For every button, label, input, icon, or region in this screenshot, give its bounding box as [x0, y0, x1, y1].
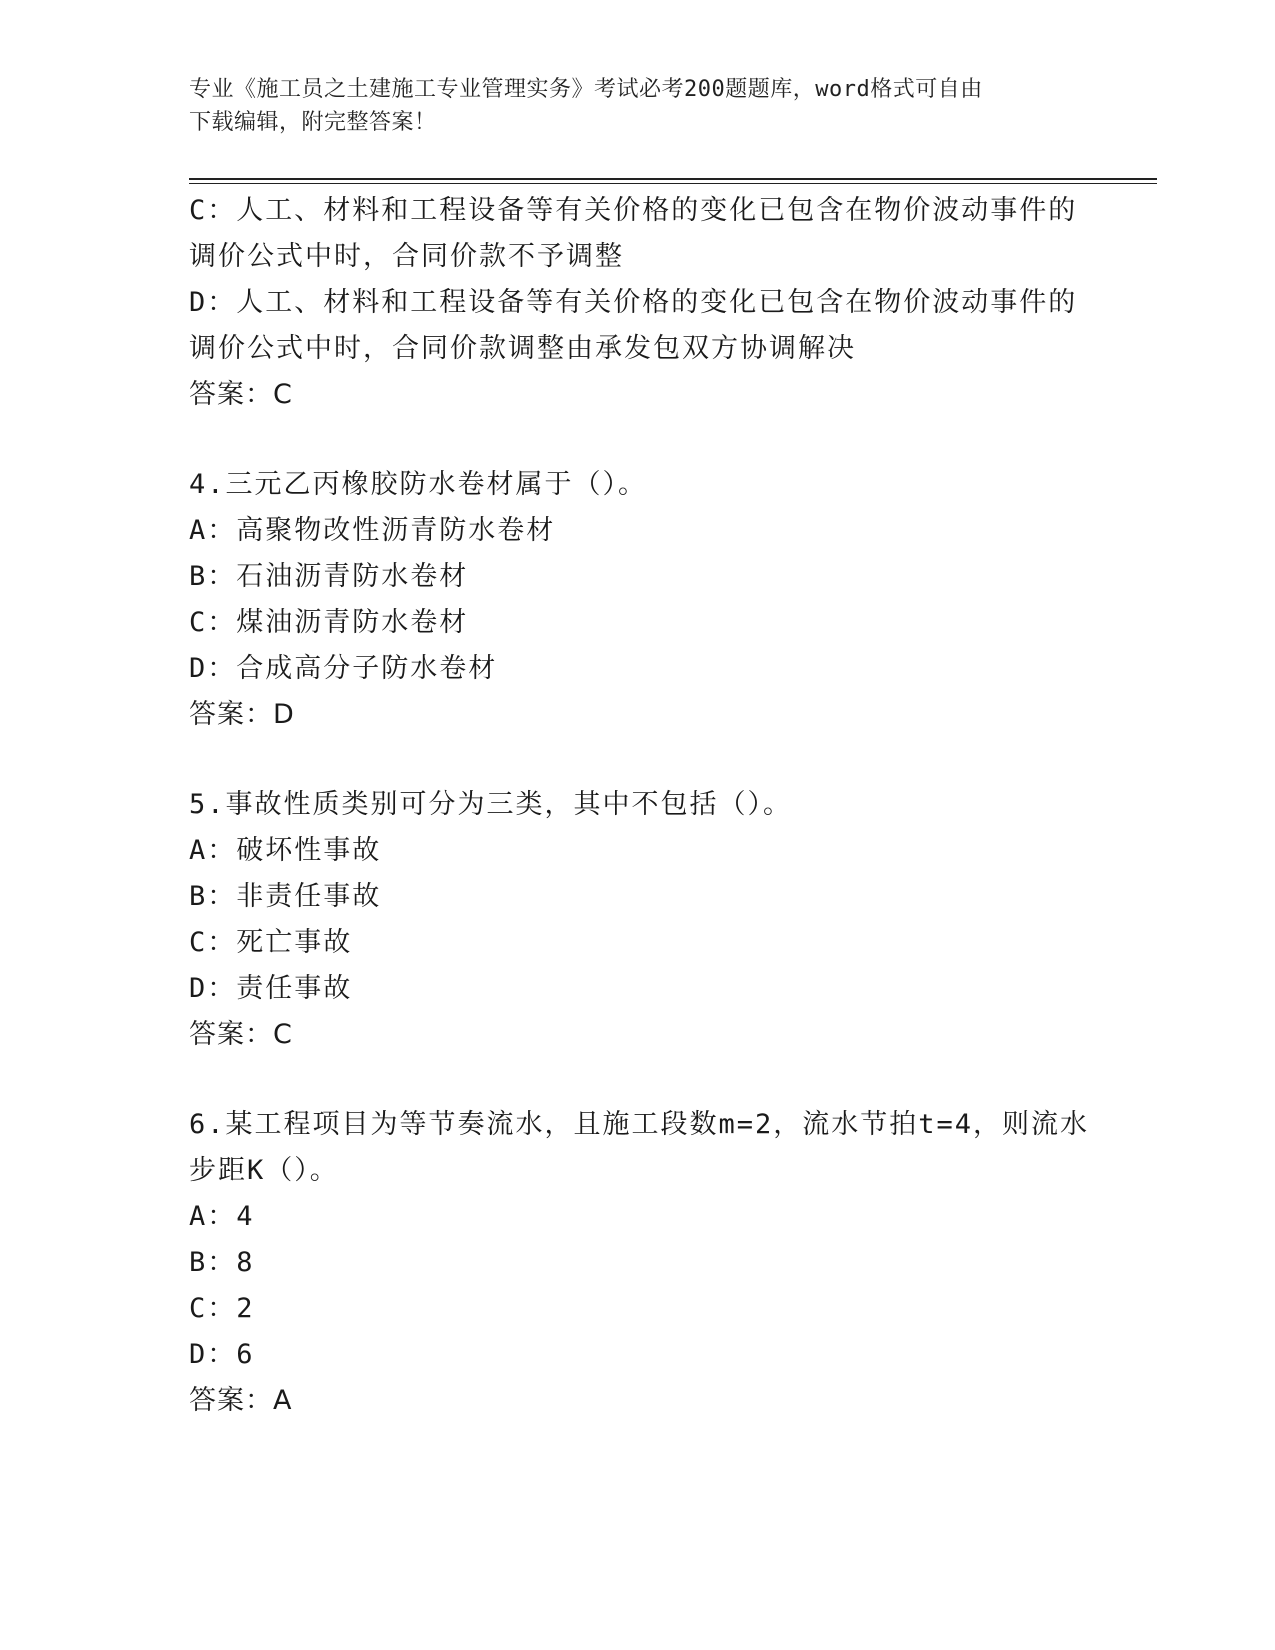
q6-option-d: D：6 [189, 1339, 255, 1370]
q5-option-b: B：非责任事故 [189, 881, 382, 912]
q6-option-b: B：8 [189, 1247, 255, 1278]
q5-answer: 答案：C [189, 1019, 293, 1050]
q6-stem-line-2: 步距K（）。 [189, 1155, 339, 1186]
document-header [189, 73, 1089, 139]
question-4 [189, 462, 1149, 738]
q5-option-a: A：破坏性事故 [189, 835, 382, 866]
header-line-2: 下载编辑，附完整答案！ [189, 110, 437, 135]
question-5 [189, 782, 1149, 1058]
q3-option-d-line-1: D：人工、材料和工程设备等有关价格的变化已包含在物价波动事件的 [189, 287, 1078, 318]
q4-stem: 4.三元乙丙橡胶防水卷材属于（）。 [189, 469, 648, 500]
q5-option-c: C：死亡事故 [189, 927, 353, 958]
q4-option-b: B：石油沥青防水卷材 [189, 561, 469, 592]
q6-answer: 答案：A [189, 1385, 293, 1416]
q3-option-c-line-2: 调价公式中时，合同价款不予调整 [189, 241, 624, 272]
q6-option-a: A：4 [189, 1201, 255, 1232]
question-6 [189, 1102, 1149, 1424]
spacer [189, 1058, 1149, 1102]
question-content [189, 188, 1149, 1424]
question-3-continued [189, 188, 1149, 418]
spacer [189, 418, 1149, 462]
header-rule-thin [189, 183, 1157, 184]
q4-answer: 答案：D [189, 699, 295, 730]
header-rule-thick [189, 178, 1157, 180]
q6-option-c: C：2 [189, 1293, 255, 1324]
q3-option-c-line-1: C：人工、材料和工程设备等有关价格的变化已包含在物价波动事件的 [189, 195, 1078, 226]
spacer [189, 738, 1149, 782]
q4-option-c: C：煤油沥青防水卷材 [189, 607, 469, 638]
q4-option-d: D：合成高分子防水卷材 [189, 653, 498, 684]
q5-stem: 5.事故性质类别可分为三类，其中不包括（）。 [189, 789, 793, 820]
q5-option-d: D：责任事故 [189, 973, 353, 1004]
q3-answer: 答案：C [189, 379, 293, 410]
header-line-1: 专业《施工员之土建施工专业管理实务》考试必考200题题库，word格式可自由 [189, 77, 983, 102]
q4-option-a: A：高聚物改性沥青防水卷材 [189, 515, 556, 546]
q3-option-d-line-2: 调价公式中时，合同价款调整由承发包双方协调解决 [189, 333, 856, 364]
q6-stem-line-1: 6.某工程项目为等节奏流水，且施工段数m=2，流水节拍t=4，则流水 [189, 1109, 1090, 1140]
